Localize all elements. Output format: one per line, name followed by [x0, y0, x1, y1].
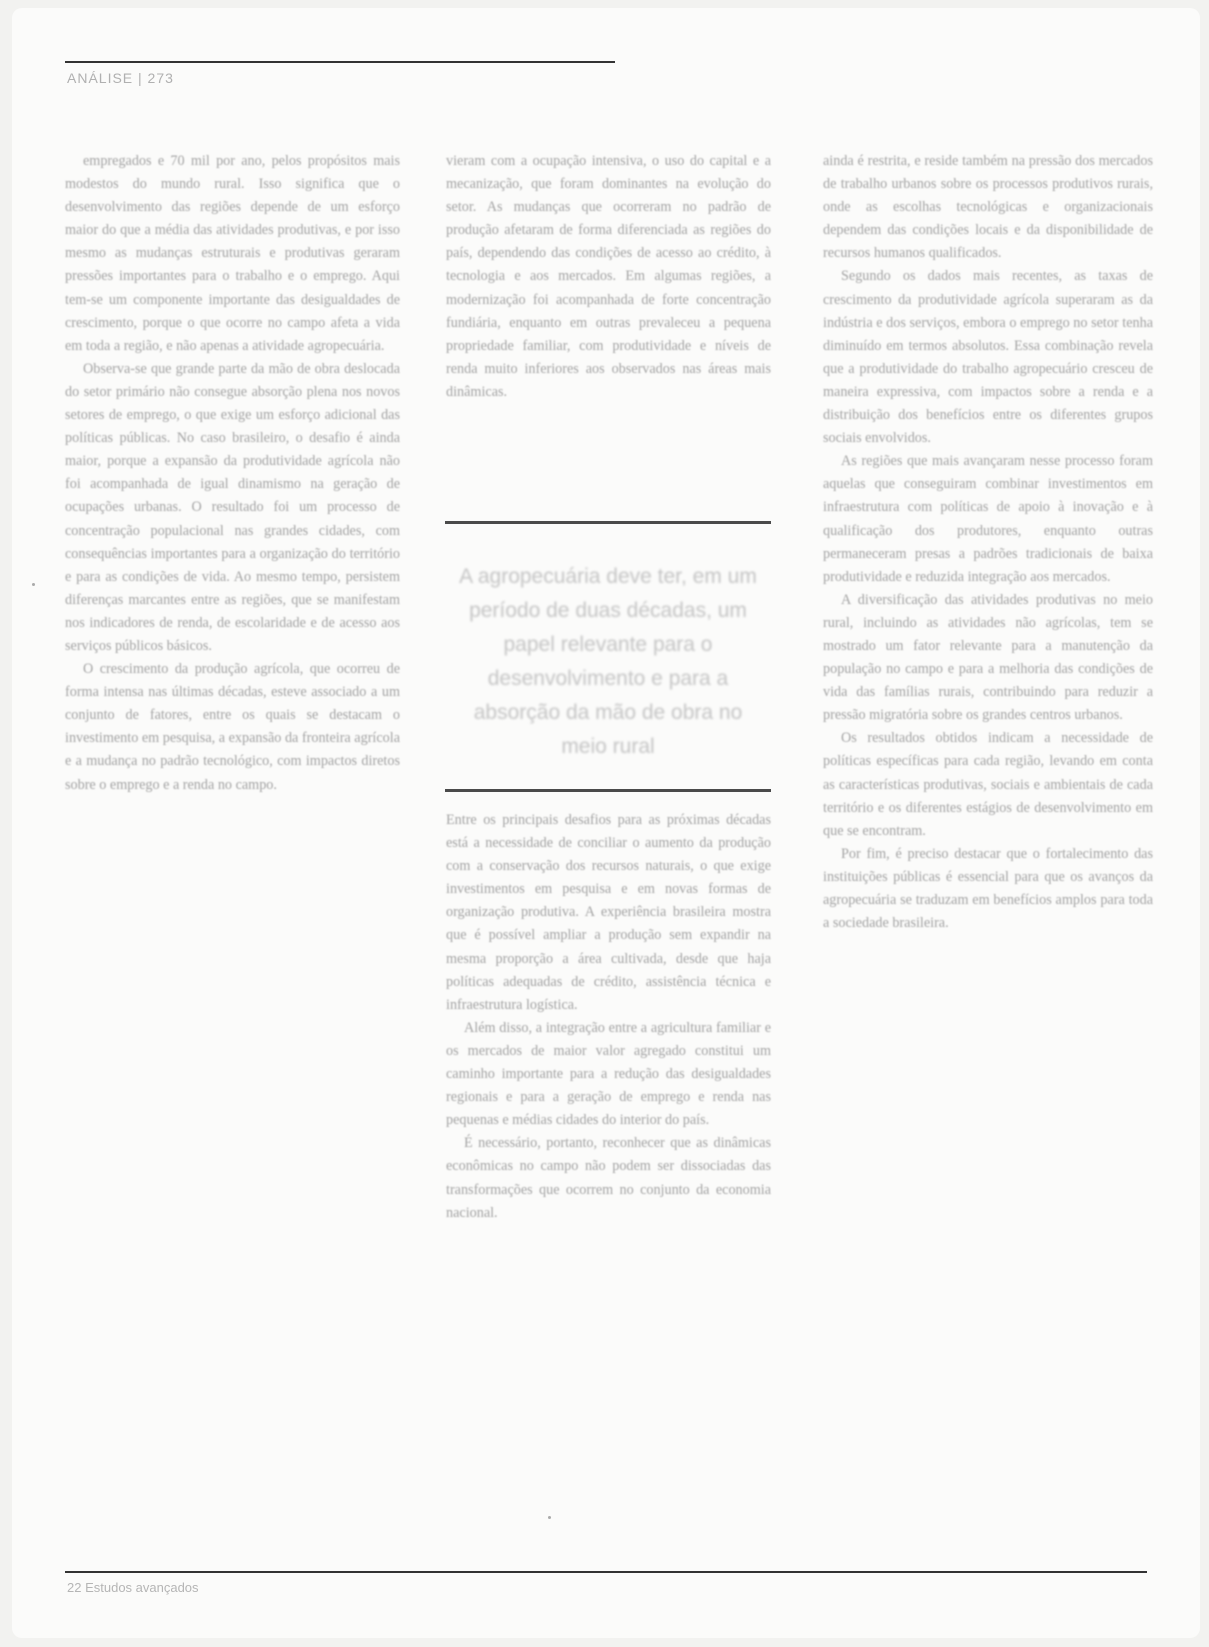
paragraph: Observa-se que grande parte da mão de obra deslocada do setor primário não consegue absorção plena nos novos setores de emprego, o que exige um esforço adicional das políticas públicas. No caso brasileiro, o desafio é ainda maior, porque a expansão da produtividade agrícola não foi acompanhada de igual dinamismo na geração de ocupações urbanas. O resultado foi um processo de concentração populacional nas grandes cidades, com consequências importantes para a organização do território e para as condições de vida. Ao mesmo tempo, persistem diferenças marcantes entre as regiões, que se manifestam nos indicadores de renda, de escolaridade e de acesso aos serviços públicos básicos.: [65, 360, 400, 654]
running-footer: 22 Estudos avançados: [67, 1580, 199, 1595]
text-column-2-top: [446, 150, 771, 404]
paragraph: A diversificação das atividades produtivas no meio rural, incluindo as atividades não agrícolas, tem se mostrado um fator relevante para a manutenção da população no campo e para a melhoria das condições de vida das famílias rurais, contribuindo para reduzir a pressão migratória sobre os grandes centros urbanos.: [823, 591, 1153, 724]
paragraph: Os resultados obtidos indicam a necessidade de políticas específicas para cada região, levando em conta as características produtivas, sociais e ambientais de cada território e os diferentes estágios de desenvolvimento em que se encontram.: [823, 730, 1153, 839]
text-column-3: [823, 150, 1153, 935]
header-rule: [65, 61, 615, 63]
paragraph: empregados e 70 mil por ano, pelos propósitos mais modestos do mundo rural. Isso significa que o desenvolvimento das regiões depende de um esforço maior do que a média das atividades produtivas, e por isso mesmo as mudanças estruturais e produtivas geraram pressões importantes para o trabalho e o emprego. Aqui tem-se um componente importante das desigualdades de crescimento, porque o que ocorre no campo afeta a vida em toda a região, e não apenas a atividade agropecuária.: [65, 153, 400, 354]
text-column-2-bottom: [446, 809, 771, 1225]
paragraph: Além disso, a integração entre a agricultura familiar e os mercados de maior valor agregado constitui um caminho importante para a redução das desigualdades regionais e para a geração de emprego e renda nas pequenas e médias cidades do interior do país.: [446, 1019, 771, 1129]
paragraph: As regiões que mais avançaram nesse processo foram aquelas que conseguiram combinar investimentos em infraestrutura com políticas de apoio à inovação e à qualificação dos produtores, enquanto outras permaneceram presas a padrões tradicionais de baixa produtividade e reduzida integração aos mercados.: [823, 453, 1153, 585]
scan-speck: [32, 583, 35, 586]
running-header: ANÁLISE | 273: [67, 70, 174, 86]
footer-rule: [65, 1571, 1147, 1573]
scan-speck: [548, 1516, 551, 1519]
paragraph: Segundo os dados mais recentes, as taxas de crescimento da produtividade agrícola superaram as da indústria e dos serviços, embora o emprego no setor tenha diminuído em termos absolutos. Essa combinação revela que a produtividade do trabalho agropecuário cresceu de maneira expressiva, com impactos sobre a renda e a distribuição dos benefícios entre os diferentes grupos sociais envolvidos.: [823, 268, 1153, 447]
pull-quote-rule-top: [445, 521, 771, 524]
paragraph: ainda é restrita, e reside também na pressão dos mercados de trabalho urbanos sobre os processos produtivos rurais, onde as escolhas tecnológicas e organizacionais dependem das condições locais e da disponibilidade de recursos humanos qualificados.: [823, 153, 1153, 262]
text-column-1: [65, 150, 400, 797]
paragraph: Entre os principais desafios para as próximas décadas está a necessidade de conciliar o aumento da produção com a conservação dos recursos naturais, o que exige investimentos em pesquisa e em novas formas de organização produtiva. A experiência brasileira mostra que é possível ampliar a produção sem expandir na mesma proporção a área cultivada, desde que haja políticas adequadas de crédito, assistência técnica e infraestrutura logística.: [446, 812, 771, 1013]
paragraph: Por fim, é preciso destacar que o fortalecimento das instituições públicas é essencial para que os avanços da agropecuária se traduzam em benefícios amplos para toda a sociedade brasileira.: [823, 845, 1153, 932]
paragraph: vieram com a ocupação intensiva, o uso do capital e a mecanização, que foram dominantes na evolução do setor. As mudanças que ocorreram no padrão de produção afetaram de forma diferenciada as regiões do país, dependendo das condições de acesso ao crédito, à tecnologia e aos mercados. Em algumas regiões, a modernização foi acompanhada de forte concentração fundiária, enquanto em outras prevaleceu a pequena propriedade familiar, com produtividade e níveis de renda muito inferiores aos observados nas áreas mais dinâmicas.: [446, 153, 771, 400]
pull-quote-rule-bottom: [445, 789, 771, 792]
paragraph: É necessário, portanto, reconhecer que as dinâmicas econômicas no campo não podem ser dissociadas das transformações que ocorrem no conjunto da economia nacional.: [446, 1135, 771, 1221]
paragraph: O crescimento da produção agrícola, que ocorreu de forma intensa nas últimas décadas, esteve associado a um conjunto de fatores, entre os quais se destacam o investimento em pesquisa, a expansão da fronteira agrícola e a mudança no padrão tecnológico, com impactos diretos sobre o emprego e a renda no campo.: [65, 661, 400, 793]
pull-quote: A agropecuária deve ter, em um período de duas décadas, um papel relevante para o desenvolvimento e para a absorção da mão de obra no meio rural: [459, 565, 757, 758]
